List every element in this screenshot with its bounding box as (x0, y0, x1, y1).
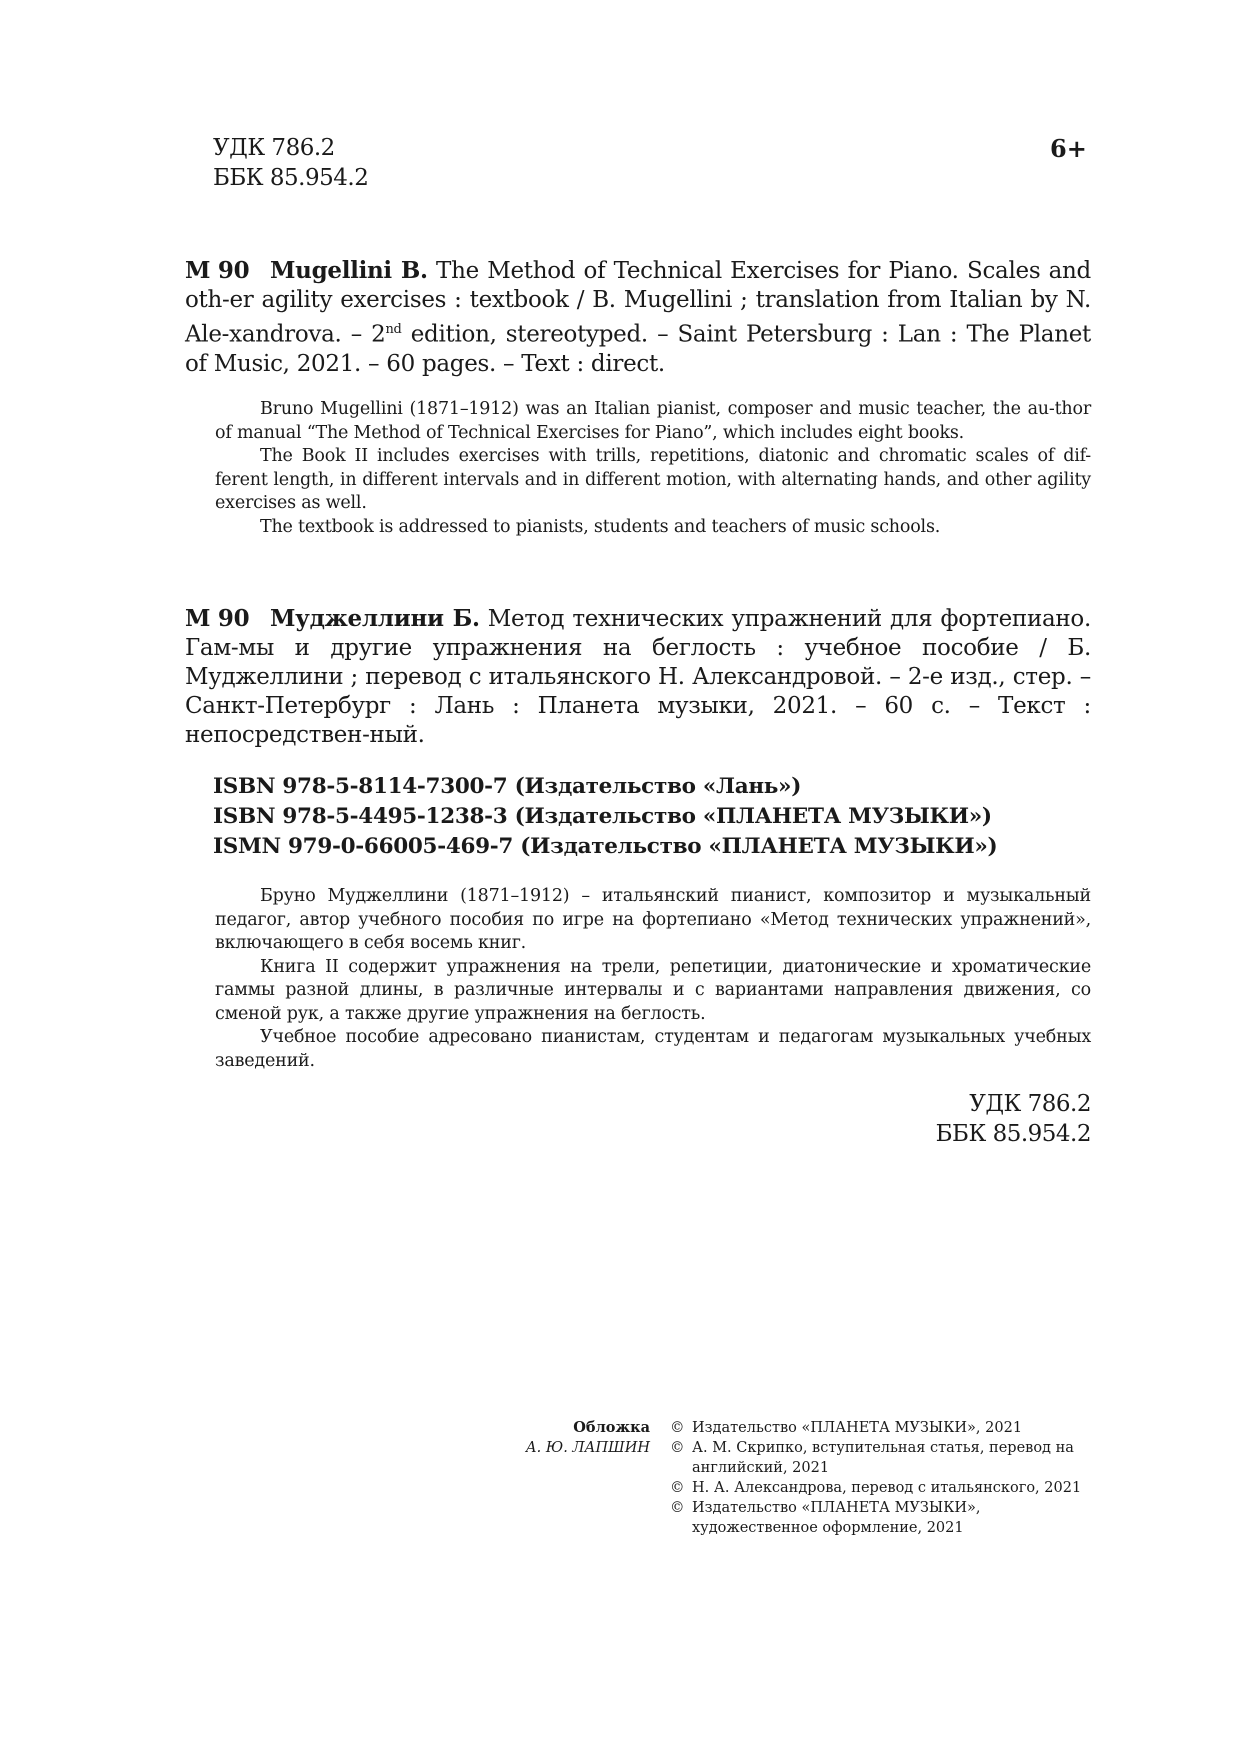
cover-label: Обложка (573, 1419, 650, 1436)
abstract-paragraph: Bruno Mugellini (1871–1912) was an Italian pianist, composer and music teacher, the au-thor of manual “The Method of Technical Exercises for Piano”, which includes eight books. (215, 399, 1091, 443)
abstract-paragraph: The Book II includes exercises with trills, repetitions, diatonic and chromatic scales of dif-ferent length, in different intervals and in different motion, with alternating hands, and other agility exercises as well. (215, 446, 1091, 513)
cover-credit (500, 1418, 650, 1458)
isbn-line: ISBN 978-5-8114-7300-7 (Издательство «Лань») (213, 774, 802, 799)
age-rating: 6+ (1050, 134, 1087, 163)
ismn-line: ISMN 979-0-66005-469-7 (Издательство «ПЛАНЕТА МУЗЫКИ») (213, 834, 998, 859)
copyright-notices (670, 1418, 1090, 1538)
udc-code: УДК 786.2 (969, 1091, 1091, 1117)
bibliographic-entry-ru (185, 604, 1091, 750)
classification-codes-bottom (936, 1089, 1091, 1149)
abstract-ru (215, 885, 1091, 1073)
bbk-code: ББК 85.954.2 (935, 1121, 1091, 1147)
abstract-paragraph: Учебное пособие адресовано пианистам, студентам и педагогам музыкальных учебных заведений. (215, 1027, 1091, 1071)
classification-codes-top (213, 133, 368, 193)
copyright-symbol: © (670, 1440, 685, 1456)
entry-text: Метод технических упражнений для фортепиано. Гам-мы и другие упражнения на беглость : учебное пособие / Б. Муджеллини ; перевод с итальянского Н. Александровой. – 2-е изд., стер. – Санкт-Петербург : Лань : Планета музыки, 2021. – 60 с. – Текст : непосредствен-ный. (185, 606, 1091, 748)
isbn-line: ISBN 978-5-4495-1238-3 (Издательство «ПЛАНЕТА МУЗЫКИ») (213, 804, 992, 829)
entry-text: The Method of Technical Exercises for Piano. Scales and oth-er agility exercises : textbook / B. Mugellini ; translation from Italian by N. Ale-xandrova. – 2 (185, 258, 1091, 348)
abstract-paragraph: The textbook is addressed to pianists, students and teachers of music schools. (260, 516, 941, 537)
author-name: Mugellini B. (270, 257, 428, 284)
bbk-code: ББК 85.954.2 (213, 165, 369, 191)
edition-superscript: nd (385, 322, 402, 337)
author-mark: M 90 (185, 605, 250, 632)
cover-artist: А. Ю. ЛАПШИН (525, 1440, 650, 1456)
entry-text-cont: edition, stereotyped. – Saint Petersburg : Lan : The Planet of Music, 2021. – 60 pages. – Text : direct. (185, 321, 1091, 377)
copyright-symbol: © (670, 1480, 685, 1496)
copyright-symbol: © (670, 1420, 685, 1436)
udc-code: УДК 786.2 (213, 135, 335, 161)
author-mark: M 90 (185, 257, 250, 284)
author-name: Муджеллини Б. (270, 605, 480, 632)
copyright-item: © Издательство «ПЛАНЕТА МУЗЫКИ», 2021 (670, 1420, 1023, 1436)
copyright-item: © А. М. Скрипко, вступительная статья, перевод на английский, 2021 (670, 1440, 1074, 1476)
abstract-paragraph: Книга II содержит упражнения на трели, репетиции, диатонические и хроматические гаммы разной длины, в различные интервалы и с вариантами направления движения, со сменой рук, а также другие упражнения на беглость. (215, 956, 1091, 1024)
copyright-symbol: © (670, 1500, 685, 1516)
copyright-item: © Издательство «ПЛАНЕТА МУЗЫКИ», художественное оформление, 2021 (670, 1500, 981, 1536)
abstract-paragraph: Бруно Муджеллини (1871–1912) – итальянский пианист, композитор и музыкальный педагог, автор учебного пособия по игре на фортепиано «Метод технических упражнений», включающего в себя восемь книг. (215, 886, 1091, 953)
abstract-en (215, 398, 1091, 539)
copyright-item: © Н. А. Александрова, перевод с итальянского, 2021 (670, 1480, 1082, 1496)
isbn-block (213, 772, 997, 862)
bibliographic-entry-en (185, 256, 1091, 379)
